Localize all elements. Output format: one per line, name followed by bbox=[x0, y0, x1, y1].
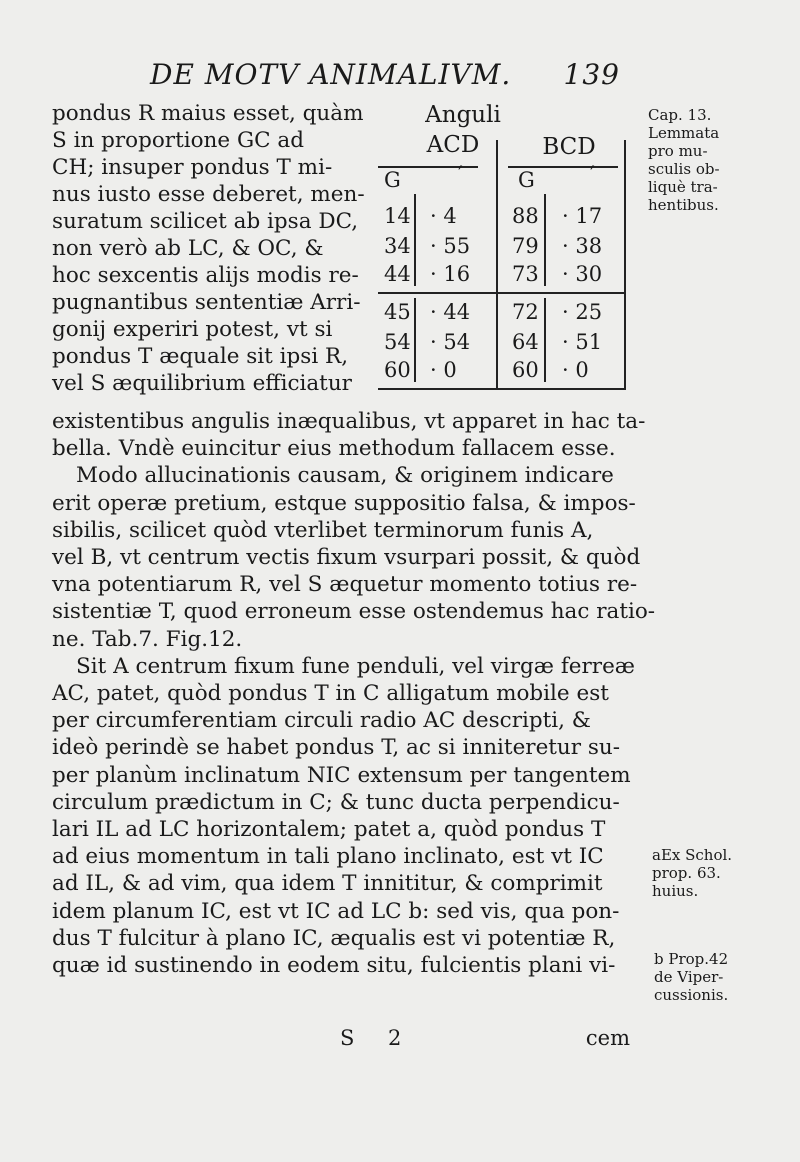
table-cell: 60 bbox=[384, 358, 411, 382]
text-line: idem planum IC, est vt IC ad LC b: sed vis, qua pon- bbox=[52, 898, 620, 924]
table-cell: 73 bbox=[512, 262, 539, 286]
text-line: nus iusto esse deberet, men- bbox=[52, 182, 365, 207]
text-line: sistentiæ T, quod erroneum esse ostendemus hac ratio- bbox=[52, 599, 656, 625]
table-cell: 55 bbox=[443, 234, 471, 258]
rule bbox=[378, 292, 626, 294]
text-line: existentibus angulis inæqualibus, vt apparet in hac ta- bbox=[52, 409, 646, 434]
table-cell: 14 bbox=[384, 204, 411, 228]
text-line: erit operæ pretium, estque suppositio falsa, & impos- bbox=[52, 490, 636, 516]
left-text-column bbox=[52, 100, 372, 397]
text-line: vna potentiarum R, vel S æquetur momento totius re- bbox=[52, 572, 638, 598]
table-cell: · 38 bbox=[562, 234, 603, 258]
margin-line: cussionis. bbox=[654, 986, 729, 1004]
table-cell: 44 bbox=[443, 300, 471, 324]
margin-line: liquè tra- bbox=[648, 178, 718, 196]
table-cell: · 4 bbox=[430, 204, 457, 228]
table-cell: 64 bbox=[512, 330, 539, 354]
table-cell: · 0 bbox=[430, 358, 457, 382]
inner-rule bbox=[414, 298, 416, 382]
inner-rule bbox=[544, 194, 546, 286]
text-line: per planùm inclinatum NIC extensum per tangentem bbox=[52, 762, 631, 788]
margin-line: Lemmata bbox=[648, 124, 720, 142]
catchword: cem bbox=[585, 1026, 630, 1050]
main-text bbox=[52, 408, 656, 979]
min-label: ′ bbox=[590, 162, 595, 186]
table-cell: · 0 bbox=[562, 358, 589, 382]
margin-line: aEx Schol. bbox=[652, 846, 733, 864]
inner-rule bbox=[544, 298, 546, 382]
text-line: quæ id sustinendo in eodem situ, fulcientis plani vi- bbox=[52, 953, 616, 979]
page-number: 139 bbox=[563, 58, 620, 91]
running-title: DE MOTV ANIMALIVM. bbox=[150, 58, 512, 91]
table-cell: · 55 bbox=[430, 234, 471, 258]
min-label: ′ bbox=[458, 162, 463, 186]
margin-line: pro mu- bbox=[648, 142, 708, 160]
text-line: suratum scilicet ab ipsa DC, bbox=[52, 209, 359, 234]
margin-line: de Viper- bbox=[654, 968, 724, 986]
table-cell: 51 bbox=[575, 330, 603, 354]
table-cell: · 54 bbox=[430, 330, 471, 354]
table-cell: 72 bbox=[512, 300, 539, 324]
table-cell: 25 bbox=[575, 300, 603, 324]
table-cell: 45 bbox=[384, 300, 411, 324]
text-line: gonij experiri potest, vt si bbox=[52, 317, 333, 342]
table-cell: · 51 bbox=[562, 330, 603, 354]
text-line: pondus T æquale sit ipsi R, bbox=[52, 344, 349, 369]
text-line: ad eius momentum in tali plano inclinato, est vt IC bbox=[52, 844, 604, 870]
text-line: sibilis, scilicet quòd vterlibet terminorum funis A, bbox=[52, 517, 594, 543]
table-cell: 0 bbox=[443, 358, 457, 382]
center-rule bbox=[496, 140, 498, 390]
table-cell: · 16 bbox=[430, 262, 471, 286]
text-line: circulum prædictum in C; & tunc ducta perpendicu- bbox=[52, 789, 620, 815]
table-cell: 38 bbox=[575, 234, 603, 258]
text-line: Modo allucinationis causam, & originem indicare bbox=[76, 463, 614, 489]
margin-line: prop. 63. bbox=[652, 864, 721, 882]
text-line: dus T fulcitur à plano IC, æqualis est vi potentiæ R, bbox=[52, 925, 616, 951]
inner-rule bbox=[414, 194, 416, 286]
signature-mark: S bbox=[340, 1026, 355, 1050]
table-cell: 60 bbox=[512, 358, 539, 382]
table-cell: 44 bbox=[384, 262, 411, 286]
text-line: pugnantibus sententiæ Arri- bbox=[52, 290, 361, 315]
margin-line: huius. bbox=[652, 882, 699, 900]
text-line: vel S æquilibrium efficiatur bbox=[52, 371, 352, 396]
text-line: AC, patet, quòd pondus T in C alligatum mobile est bbox=[52, 681, 609, 707]
table-cell: 54 bbox=[384, 330, 411, 354]
table-cell: 16 bbox=[443, 262, 471, 286]
table-cell: 0 bbox=[575, 358, 589, 382]
col-head-acd: ACD bbox=[426, 132, 480, 158]
angles-table bbox=[378, 100, 638, 400]
text-line: bella. Vndè euincitur eius methodum fallacem esse. bbox=[52, 436, 616, 462]
text-line: CH; insuper pondus T mi- bbox=[52, 155, 333, 180]
table-cell: 88 bbox=[512, 204, 539, 228]
margin-line: Cap. 13. bbox=[648, 106, 712, 124]
table-cell: 4 bbox=[443, 204, 457, 228]
text-line: non verò ab LC, & OC, & bbox=[52, 236, 324, 261]
text-line: vel B, vt centrum vectis fixum vsurpari possit, & quòd bbox=[52, 545, 641, 571]
deg-label: G bbox=[384, 168, 401, 192]
text-line: ne. Tab.7. Fig.12. bbox=[52, 626, 243, 652]
table-cell: 34 bbox=[384, 234, 411, 258]
text-line: pondus R maius esset, quàm bbox=[52, 101, 364, 126]
table-title: Anguli bbox=[425, 102, 501, 128]
text-line: per circumferentiam circuli radio AC descripti, & bbox=[52, 708, 591, 734]
table-cell: 79 bbox=[512, 234, 539, 258]
margin-note-footnote-b bbox=[654, 950, 728, 1004]
text-line: lari IL ad LC horizontalem; patet a, quòd pondus T bbox=[52, 817, 606, 843]
text-line: hoc sexcentis alijs modis re- bbox=[52, 263, 359, 288]
margin-line: sculis ob- bbox=[648, 160, 720, 178]
text-line: ad IL, & ad vim, qua idem T innititur, & comprimit bbox=[52, 871, 603, 897]
table-cell: · 30 bbox=[562, 262, 603, 286]
text-line: Sit A centrum fixum fune penduli, vel virgæ ferreæ bbox=[76, 653, 635, 679]
margin-line: hentibus. bbox=[648, 196, 719, 214]
signature-number: 2 bbox=[388, 1026, 402, 1050]
table-cell: 17 bbox=[575, 204, 603, 228]
margin-line: b Prop.42 bbox=[654, 950, 729, 968]
text-line: ideò perindè se habet pondus T, ac si inniteretur su- bbox=[52, 735, 621, 761]
table-cell: 30 bbox=[575, 262, 603, 286]
margin-note-footnote-a bbox=[652, 846, 732, 900]
table-cell: · 44 bbox=[430, 300, 471, 324]
rule bbox=[378, 388, 626, 390]
text-line: S in proportione GC ad bbox=[52, 128, 304, 153]
margin-note-top bbox=[648, 106, 720, 214]
col-head-bcd: BCD bbox=[542, 134, 596, 160]
table-cell: · 17 bbox=[562, 204, 603, 228]
deg-label: G bbox=[518, 168, 535, 192]
right-rule bbox=[624, 140, 626, 390]
table-cell: 54 bbox=[443, 330, 471, 354]
table-cell: · 25 bbox=[562, 300, 603, 324]
running-header bbox=[140, 58, 620, 98]
